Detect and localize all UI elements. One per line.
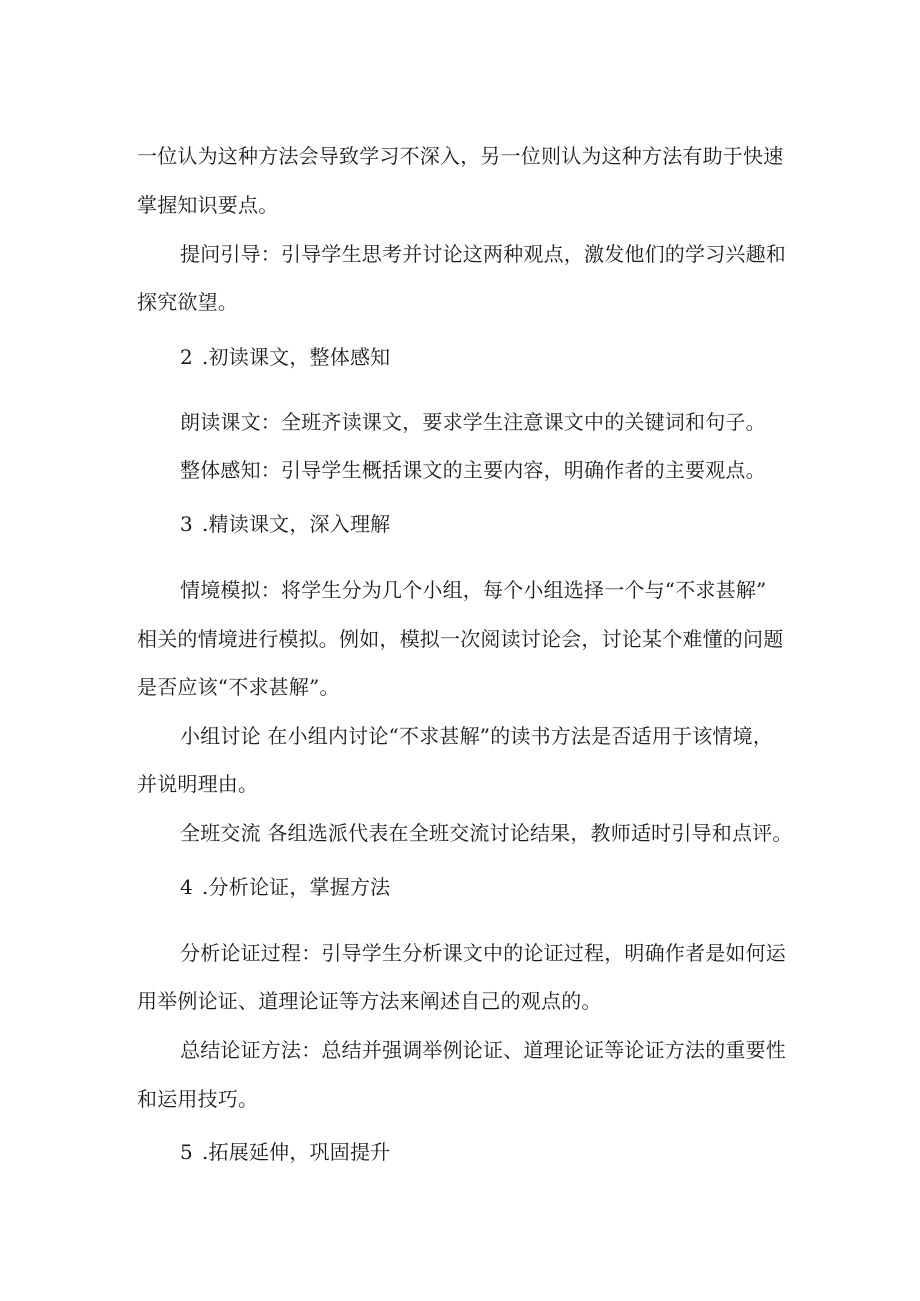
paragraph-line: 提问引导：引导学生思考并讨论这两种观点，激发他们的学习兴趣和 — [180, 242, 786, 266]
paragraph-line: 分析论证过程：引导学生分析课文中的论证过程，明确作者是如何运 — [180, 941, 786, 965]
paragraph-line: 情境模拟：将学生分为几个小组，每个小组选择一个与“不求甚解” — [180, 578, 767, 602]
paragraph-line: 掌握知识要点。 — [137, 193, 279, 217]
paragraph-line: 探究欲望。 — [137, 290, 238, 314]
section-number: 5 — [180, 1140, 193, 1164]
paragraph-line: 用举例论证、道理论证等方法来阐述自己的观点的。 — [137, 989, 602, 1013]
paragraph-line: 一位认为这种方法会导致学习不深入，另一位则认为这种方法有助于快速 — [137, 144, 784, 168]
paragraph-line: 和运用技巧。 — [137, 1087, 259, 1111]
section-heading — [180, 345, 390, 369]
section-number: 4 — [180, 875, 193, 899]
paragraph-line: 是否应该“不求甚解”。 — [137, 675, 340, 699]
paragraph-line: 整体感知：引导学生概括课文的主要内容，明确作者的主要观点。 — [180, 458, 766, 482]
paragraph-line: 总结论证方法：总结并强调举例论证、道理论证等论证方法的重要性 — [180, 1038, 786, 1062]
section-title: .拓展延伸，巩固提升 — [202, 1140, 391, 1164]
section-number: 2 — [180, 345, 193, 369]
section-heading — [180, 1140, 390, 1164]
paragraph-line: 相关的情境进行模拟。例如，模拟一次阅读讨论会，讨论某个难懂的问题 — [137, 627, 784, 651]
section-title: .精读课文，深入理解 — [202, 512, 391, 536]
paragraph-line: 全班交流 各组选派代表在全班交流讨论结果，教师适时引导和点评。 — [180, 821, 793, 845]
paragraph-line: 朗读课文：全班齐读课文，要求学生注意课文中的关键词和句子。 — [180, 410, 766, 434]
section-title: .分析论证，掌握方法 — [202, 875, 391, 899]
section-number: 3 — [180, 512, 193, 536]
section-title: .初读课文，整体感知 — [202, 345, 391, 369]
paragraph-line: 并说明理由。 — [137, 772, 259, 796]
section-heading — [180, 875, 390, 899]
section-heading — [180, 512, 390, 536]
paragraph-line: 小组讨论 在小组内讨论“不求甚解”的读书方法是否适用于该情境， — [180, 724, 774, 748]
